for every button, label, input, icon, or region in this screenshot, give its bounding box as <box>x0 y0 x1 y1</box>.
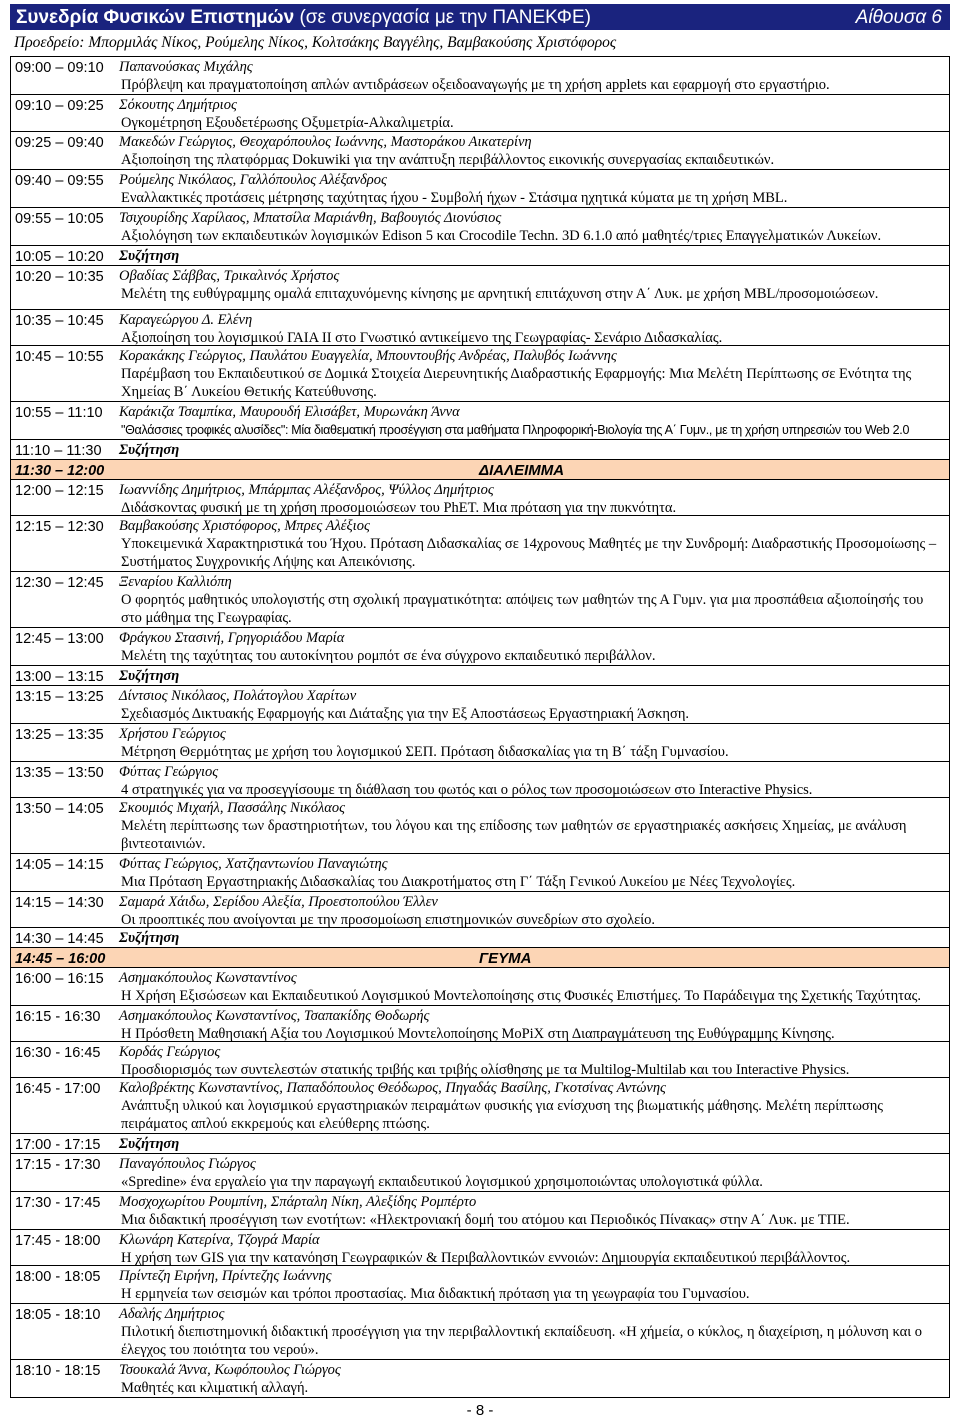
talk-title: Η ερμηνεία των σεισμών και τρόποι προστασίας. Μια διδακτική πρόταση για τη γεωγραφία του Γυμνασίου. <box>121 1286 750 1302</box>
row-content <box>117 1078 949 1133</box>
schedule-row <box>11 723 949 761</box>
talk-title: Ανάπτυξη υλικού και λογισμικού εργαστηριακών πειραμάτων φυσικής για ενίσχυση της βιωματικής μάθησης. Μελέτη περίπτωσης πειράματος απλού εκκρεμούς και ελεύθερης πτώσης. <box>121 1098 884 1132</box>
row-content <box>117 246 949 265</box>
time-slot: 09:40 – 09:55 <box>15 173 104 189</box>
page-number: - 8 - <box>466 1402 494 1419</box>
row-content <box>117 666 949 685</box>
schedule-row <box>11 309 949 345</box>
row-content <box>117 95 949 131</box>
time-slot: 10:55 – 11:10 <box>15 405 103 421</box>
talk-title: 4 στρατηγικές για να προσεγγίσουμε τη διάθλαση του φωτός και ο ρόλος των προσομοιώσεων στο Interactive Physics. <box>121 782 813 798</box>
schedule-row <box>11 1191 949 1229</box>
row-content <box>117 402 949 439</box>
authors: Βαμβακούσης Χριστόφορος, Μπρες Αλέξιος <box>119 518 370 534</box>
schedule-row <box>11 265 949 309</box>
schedule-row <box>11 459 949 479</box>
time-slot: 17:45 - 18:00 <box>15 1233 101 1249</box>
schedule-row <box>11 627 949 665</box>
schedule-row <box>11 927 949 947</box>
row-content <box>117 440 949 459</box>
talk-title: Ο φορητός μαθητικός υπολογιστής στη σχολική πραγματικότητα: απόψεις των μαθητών της Α Γυμν. για μια προσπάθεια αξιοποίησής του στο μάθημα της Γεωγραφίας. <box>121 592 924 626</box>
time-slot: 16:45 - 17:00 <box>15 1081 101 1097</box>
row-content <box>117 1154 949 1191</box>
authors: Φύττας Γεώργιος <box>119 764 219 780</box>
authors: Χρήστου Γεώργιος <box>119 726 226 742</box>
talk-title: Πιλοτική διεπιστημονική διδακτική προσέγγιση για την περιβαλλοντική εκπαίδευση. «Η χήμεία, ο κύκλος, η διαχείριση, η μόλυνση και ο έλεγχος του ποιότητα του νερού». <box>121 1324 923 1358</box>
row-content <box>117 762 949 797</box>
talk-title: Μέτρηση Θερμότητας με χρήση του λογισμικού ΣΕΠ. Πρόταση διδασκαλίας για τη Β΄ τάξη Γυμνασίου. <box>121 744 729 760</box>
talk-title: Οι προοπτικές που ανοίγονται με την προσομοίωση επιστημονικών συνεδρίων στο σχολείο. <box>121 912 656 928</box>
time-slot: 13:00 – 13:15 <box>15 669 104 685</box>
authors: Σαμαρά Χάιδω, Σερίδου Αλεξία, Προεστοπούλου Έλλεν <box>119 894 438 910</box>
time-slot: 13:25 – 13:35 <box>15 727 104 743</box>
break-label: ΓΕΥΜΑ <box>479 950 532 967</box>
schedule-row <box>11 1133 949 1153</box>
talk-title: Σχεδιασμός Δικτυακής Εφαρμογής και Διάταξης για την Εξ Αποστάσεως Εργαστηριακή Άσκηση. <box>121 706 690 722</box>
talk-title: Μελέτη περίπτωσης των δραστηριοτήτων, του λόγου και της επίδοσης των μαθητών σε εργαστηριακές ασκήσεις Χημείας, με ανάλυση βιντεοταινιών. <box>121 818 907 852</box>
row-content <box>117 57 949 94</box>
time-slot: 09:55 – 10:05 <box>15 211 104 227</box>
schedule-row <box>11 1229 949 1265</box>
session-title <box>16 7 591 29</box>
schedule-row <box>11 1303 949 1359</box>
time-slot: 09:00 – 09:10 <box>15 60 104 76</box>
discussion-label: Συζήτηση <box>119 1136 180 1152</box>
time-slot: 18:05 - 18:10 <box>15 1307 101 1323</box>
row-content <box>117 1360 949 1397</box>
row-content <box>117 480 949 515</box>
time-slot: 12:15 – 12:30 <box>15 519 104 535</box>
talk-title: «Spredine» ένα εργαλείο για την παραγωγή εκπαιδευτικού λογισμικού χρησιμοποιώντας υπολογιστικά φύλλα. <box>121 1174 763 1190</box>
authors: Κορδάς Γεώργιος <box>119 1044 221 1060</box>
schedule-row <box>11 967 949 1005</box>
talk-title: "Θαλάσσιες τροφικές αλυσίδες": Μία διαθεματική προσέγγιση στα μαθήματα Πληροφορική-Βιολογία της Α΄ Γυμν., με τη χρήση υπηρεσιών του Web 2.0 <box>121 423 910 437</box>
schedule-row <box>11 665 949 685</box>
schedule-row <box>11 853 949 891</box>
talk-title: Μελέτη της ταχύτητας του αυτοκίνητου ρομπότ σε ένα σύγχρονο εκπαιδευτικό περιβάλλον. <box>121 648 656 664</box>
row-content <box>117 1006 949 1041</box>
time-slot: 14:05 – 14:15 <box>15 857 104 873</box>
authors: Τσουκαλά Άννα, Κωφόπουλος Γιώργος <box>119 1362 341 1378</box>
talk-title: Αξιοποίηση της πλατφόρμας Dokuwiki για την ανάπτυξη περιβάλλοντος εικονικής συνεργασίας εκπαιδευτικών. <box>121 152 775 168</box>
schedule-row <box>11 94 949 131</box>
authors: Παπανούσκας Μιχάλης <box>119 59 253 75</box>
schedule-row <box>11 207 949 245</box>
schedule-row <box>11 571 949 627</box>
session-header <box>10 4 950 30</box>
row-content <box>117 892 949 927</box>
schedule-row <box>11 57 949 94</box>
schedule-row <box>11 1041 949 1077</box>
authors: Πρίντεζη Ειρήνη, Πρίντεζης Ιωάννης <box>119 1268 332 1284</box>
schedule-row <box>11 891 949 927</box>
row-content <box>117 346 949 401</box>
authors: Παναγόπουλος Γιώργος <box>119 1156 256 1172</box>
talk-title: Η χρήση των GIS για την κατανόηση Γεωγραφικών & Περιβαλλοντικών εννοιών: Δημιουργία εκπαιδευτικού περιβάλλοντος. <box>121 1250 851 1266</box>
authors: Σόκουτης Δημήτριος <box>119 97 237 113</box>
time-slot: 12:30 – 12:45 <box>15 575 104 591</box>
break-label: ΔΙΑΛΕΙΜΜΑ <box>479 462 565 479</box>
time-slot: 10:20 – 10:35 <box>15 269 104 285</box>
row-content <box>117 1192 949 1229</box>
time-slot: 09:10 – 09:25 <box>15 98 104 114</box>
talk-title: Ογκομέτρηση Εξουδετέρωσης Οξυμετρία-Αλκαλιμετρία. <box>121 115 454 131</box>
talk-title: Παρέμβαση του Εκπαιδευτικού σε Δομικά Στοιχεία Διερευνητικής Διαδραστικής Εφαρμογής: Μια Μελέτη Περίπτωσης σε Ενότητα της Χημείας Β΄ Λυκείου Θετικής Κατεύθυνσης. <box>121 366 912 400</box>
schedule-row <box>11 479 949 515</box>
authors: Καραγεώργου Δ. Ελένη <box>119 312 253 328</box>
row-content <box>117 686 949 723</box>
talk-title: Η Πρόσθετη Μαθησιακή Αξία του Λογισμικού Μοντελοποίησης MoPiX στη Διαπραγμάτευση της Ευθύγραμμης Κίνησης. <box>121 1026 835 1042</box>
row-content <box>117 1304 949 1359</box>
authors: Αδαλής Δημήτριος <box>119 1306 225 1322</box>
authors: Φύττας Γεώργιος, Χατζηαντωνίου Παναγιώτης <box>119 856 388 872</box>
schedule-row <box>11 245 949 265</box>
schedule-row <box>11 1005 949 1041</box>
talk-title: Μελέτη της ευθύγραμμης ομαλά επιταχυνόμενης κίνησης με αρνητική επιτάχυνση στην Α΄ Λυκ. με χρήση MBL/προσομοιώσεων. <box>121 286 879 302</box>
time-slot: 13:50 – 14:05 <box>15 801 104 817</box>
talk-title: Αξιολόγηση των εκπαιδευτικών λογισμικών Edison 5 και Crocodile Techn. 3D 6.1.0 από μαθητές/τριες Επαγγελματικών Λυκείων. <box>121 228 882 244</box>
authors: Μοσχοχωρίτου Ρουμπίνη, Σπάρταλη Νίκη, Αλεξίδης Ρομπέρτο <box>119 1194 477 1210</box>
talk-title: Μια διδακτική προσέγγιση των ενοτήτων: «Ηλεκτρονιακή δομή του ατόμου και Περιοδικός Πίνακας» στην Α΄ Λυκ. με ΤΠΕ. <box>121 1212 850 1228</box>
time-slot: 10:45 – 10:55 <box>15 349 104 365</box>
discussion-label: Συζήτηση <box>119 248 180 264</box>
talk-title: Η Χρήση Εξισώσεων και Εκπαιδευτικού Λογισμικού Μοντελοποίησης στις Φυσικές Επιστήμες. Το Παράδειγμα της Σχετικής Ταχύτητας. <box>121 988 921 1004</box>
schedule-row <box>11 1265 949 1303</box>
authors: Δίντσιος Νικόλαος, Πολάτογλου Χαρίτων <box>119 688 357 704</box>
authors: Καλοβρέκτης Κωνσταντίνος, Παπαδόπουλος Θεόδωρος, Πηγαδάς Βασίλης, Γκοτσίνας Αντώνης <box>119 1080 666 1096</box>
time-slot: 13:35 – 13:50 <box>15 765 104 781</box>
row-content <box>117 1230 949 1265</box>
schedule-row <box>11 685 949 723</box>
row-content <box>117 628 949 665</box>
schedule-row <box>11 439 949 459</box>
authors: Φράγκου Στασινή, Γρηγοριάδου Μαρία <box>119 630 345 646</box>
schedule-row <box>11 947 949 967</box>
schedule-row <box>11 131 949 169</box>
talk-title: Μια Πρόταση Εργαστηριακής Διδασκαλίας του Διακροτήματος στη Γ΄ Τάξη Γενικού Λυκείου με Νέες Τεχνολογίες. <box>121 874 796 890</box>
discussion-label: Συζήτηση <box>119 930 180 946</box>
authors: Σκουμιός Μιχαήλ, Πασσάλης Νικόλαος <box>119 800 345 816</box>
time-slot: 17:00 - 17:15 <box>15 1137 101 1153</box>
time-slot: 11:10 – 11:30 <box>15 443 102 459</box>
time-slot: 13:15 – 13:25 <box>15 689 104 705</box>
authors: Κορακάκης Γεώργιος, Παυλάτου Ευαγγελία, Μπουντουβής Ανδρέας, Παλυβός Ιωάννης <box>119 348 617 364</box>
schedule-row <box>11 797 949 853</box>
row-content <box>117 1042 949 1077</box>
time-slot: 10:05 – 10:20 <box>15 249 104 265</box>
row-content <box>117 1134 949 1153</box>
talk-title: Μαθητές και κλιματική αλλαγή. <box>121 1380 309 1396</box>
time-slot: 09:25 – 09:40 <box>15 135 104 151</box>
talk-title: Εναλλακτικές προτάσεις μέτρησης ταχύτητας ήχου - Συμβολή ήχων - Στάσιμα ηχητικά κύματα με τη χρήση MBL. <box>121 190 788 206</box>
authors: Ασημακόπουλος Κωνσταντίνος, Τσαπακίδης Θοδωρής <box>119 1008 430 1024</box>
time-slot: 14:45 – 16:00 <box>15 951 106 967</box>
time-slot: 10:35 – 10:45 <box>15 313 104 329</box>
row-content <box>117 1266 949 1303</box>
authors: Ιωαννίδης Δημήτριος, Μπάρμπας Αλέξανδρος, Ψύλλος Δημήτριος <box>119 482 494 498</box>
row-content <box>117 968 949 1005</box>
time-slot: 11:30 – 12:00 <box>15 463 105 479</box>
time-slot: 18:10 - 18:15 <box>15 1363 101 1379</box>
room-label: Αίθουσα 6 <box>855 7 942 28</box>
row-content <box>117 572 949 627</box>
authors: Καράκιζα Τσαμπίκα, Μαυρουδή Ελισάβετ, Μυρωνάκη Άννα <box>119 404 460 420</box>
authors: Ασημακόπουλος Κωνσταντίνος <box>119 970 297 986</box>
authors: Τσιχουρίδης Χαρίλαος, Μπατσίλα Μαριάνθη, Βαβουγιός Διονύσιος <box>119 210 502 226</box>
time-slot: 14:15 – 14:30 <box>15 895 104 911</box>
schedule-row <box>11 345 949 401</box>
session-subtitle: (σε συνεργασία με την ΠΑΝΕΚΦΕ) <box>299 7 591 28</box>
schedule-row <box>11 1359 949 1397</box>
schedule-row <box>11 761 949 797</box>
schedule-row <box>11 169 949 207</box>
schedule-row <box>11 1153 949 1191</box>
row-content <box>117 724 949 761</box>
time-slot: 14:30 – 14:45 <box>15 931 104 947</box>
talk-title: Πρόβλεψη και πραγματοποίηση απλών αντιδράσεων οξειδοαναγωγής με τη χρήση applets και εφαρμογή στο εργαστήριο. <box>121 77 830 93</box>
authors: Ρούμελης Νικόλαος, Γαλλόπουλος Αλέξανδρος <box>119 172 387 188</box>
time-slot: 16:00 – 16:15 <box>15 971 104 987</box>
row-content <box>117 310 949 345</box>
authors: Οβαδίας Σάββας, Τρικαλινός Χρήστος <box>119 268 340 284</box>
row-content <box>117 928 949 947</box>
time-slot: 17:30 - 17:45 <box>15 1195 101 1211</box>
row-content <box>117 266 949 309</box>
schedule-table <box>10 56 950 1398</box>
authors: Ξεναρίου Καλλιόπη <box>119 574 232 590</box>
time-slot: 12:45 – 13:00 <box>15 631 104 647</box>
row-content <box>117 798 949 853</box>
time-slot: 18:00 - 18:05 <box>15 1269 101 1285</box>
row-content <box>117 132 949 169</box>
talk-title: Υποκειμενικά Χαρακτηριστικά του Ήχου. Πρόταση Διδασκαλίας σε 14χρονους Μαθητές με την Συνδρομή: Διαδραστικής Προσομοίωσης – Συστήματος Συγχρονικής Λήψης και Απεικόνισης. <box>121 536 937 570</box>
schedule-row <box>11 1077 949 1133</box>
row-content <box>117 948 949 967</box>
discussion-label: Συζήτηση <box>119 668 180 684</box>
row-content <box>117 854 949 891</box>
row-content <box>117 170 949 207</box>
authors: Μακεδών Γεώργιος, Θεοχαρόπουλος Ιωάννης, Μαστοράκου Αικατερίνη <box>119 134 532 150</box>
authors: Κλωνάρη Κατερίνα, Τζογρά Μαρία <box>119 1232 320 1248</box>
time-slot: 17:15 - 17:30 <box>15 1157 101 1173</box>
talk-title: Προσδιορισμός των συντελεστών στατικής τριβής και τριβής ολίσθησης με τα Multilog-Multilab και του Interactive Physics. <box>121 1062 850 1078</box>
time-slot: 12:00 – 12:15 <box>15 483 104 499</box>
time-slot: 16:30 - 16:45 <box>15 1045 101 1061</box>
talk-title: Αξιοποίηση του λογισμικού ΓΑΙΑ ΙΙ στο Γνωστικό αντικείμενο της Γεωγραφίας- Σενάριο Διδασκαλίας. <box>121 330 723 346</box>
schedule-row <box>11 401 949 439</box>
time-slot: 16:15 - 16:30 <box>15 1009 101 1025</box>
row-content <box>117 208 949 245</box>
schedule-row <box>11 515 949 571</box>
discussion-label: Συζήτηση <box>119 442 180 458</box>
talk-title: Διδάσκοντας φυσική με τη χρήση προσομοιώσεων του PhET. Μια πρόταση για την πυκνότητα. <box>121 500 677 516</box>
session-title-text: Συνεδρία Φυσικών Επιστημών <box>16 7 295 28</box>
chairs-line: Προεδρείο: Μπορμιλάς Νίκος, Ρούμελης Νίκος, Κολτσάκης Βαγγέλης, Βαμβακούσης Χριστόφορος <box>14 34 617 51</box>
row-content <box>117 516 949 571</box>
